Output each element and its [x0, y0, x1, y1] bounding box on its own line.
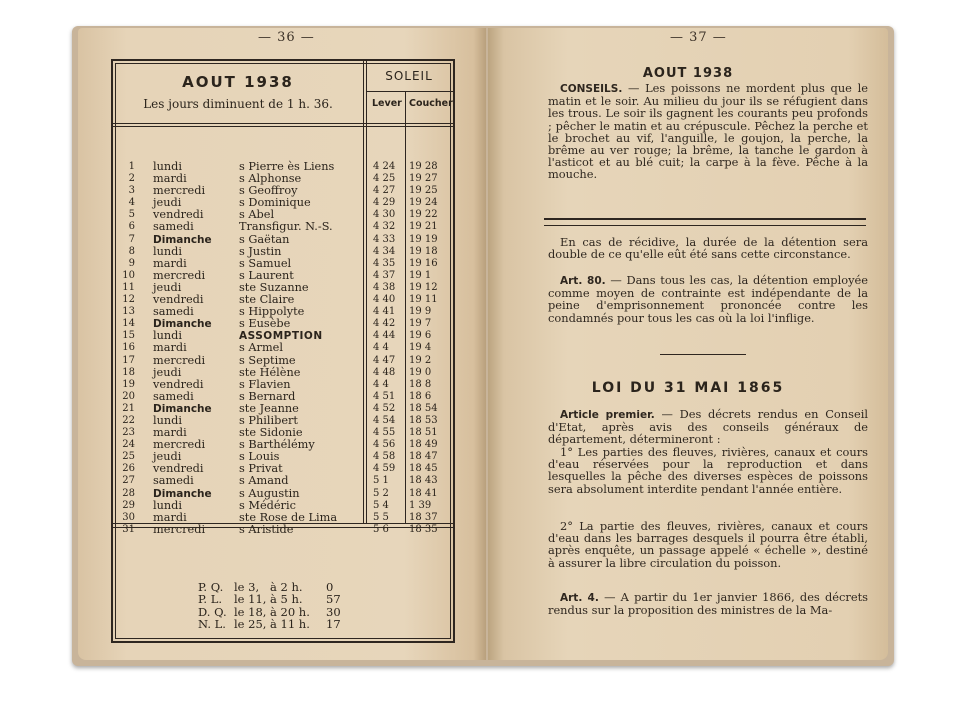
day-number: 31 — [122, 523, 135, 535]
saint-name: ste Sidonie — [239, 426, 303, 440]
weekday: mercredi — [153, 522, 206, 536]
phase-minutes: 0 — [326, 580, 334, 594]
saint-name: ste Jeanne — [239, 401, 299, 415]
weekday: mardi — [153, 256, 187, 270]
weekday: mercredi — [153, 184, 206, 198]
weekday: samedi — [153, 220, 194, 234]
sunrise-time: 5 4 — [373, 499, 389, 511]
phase-minutes: 17 — [326, 616, 341, 631]
sunset-time: 19 1 — [409, 269, 432, 281]
sunset-time: 19 6 — [409, 330, 432, 342]
day-number: 6 — [128, 221, 135, 233]
phase-minutes: 30 — [326, 604, 341, 619]
saint-name: s Amand — [239, 474, 289, 488]
saint-name: s Laurent — [239, 268, 294, 282]
sunrise-time: 4 4 — [373, 342, 389, 354]
conseils-text: — Les poissons ne mordent plus que le matin et le soir. Au milieu du jour ils se réfugient dans les trous. Le soir ils gagnent les courants peu profonds ; pêcher le matin et au crépuscule. Pêchez la perche et le brochet au vif, l'anguille, le goujon, la perche, la brême au ver rouge; la brême, la tanche le gardon à l'asticot et au blé cuit; la carpe à la fève. Pêche à la mouche. — [548, 81, 868, 182]
day-number: 2 — [128, 173, 135, 185]
day-number: 29 — [122, 499, 135, 511]
calendar-frame — [111, 59, 455, 643]
article1-paragraph — [548, 408, 868, 446]
day-number: 10 — [122, 269, 135, 281]
sunset-time: 18 45 — [409, 463, 438, 475]
day-number: 13 — [122, 306, 135, 318]
saint-name: Transfigur. N.-S. — [239, 220, 333, 234]
conseils-heading: CONSEILS. — [560, 83, 623, 95]
saint-name: s Geoffroy — [239, 184, 298, 198]
day-number: 18 — [122, 366, 135, 378]
day-number: 12 — [122, 294, 135, 306]
calendar-row — [113, 221, 453, 233]
sunrise-time: 4 58 — [373, 451, 396, 463]
sunrise-time: 4 32 — [373, 221, 396, 233]
weekday: mardi — [153, 510, 187, 524]
phase-hour: à 2 h. — [270, 580, 303, 594]
sunset-time: 19 27 — [409, 173, 438, 185]
calendar-row — [113, 379, 453, 391]
page-number: — 37 — — [670, 30, 727, 45]
calendar-row — [113, 512, 453, 524]
calendar-subtitle: Les jours diminuent de 1 h. 36. — [143, 97, 333, 111]
saint-name: s Flavien — [239, 377, 291, 391]
open-booklet — [72, 26, 894, 666]
sunrise-time: 4 56 — [373, 439, 396, 451]
sunrise-time: 4 24 — [373, 161, 396, 172]
sunset-time: 19 12 — [409, 281, 438, 293]
sunrise-time: 5 1 — [373, 475, 389, 487]
saint-name: s Abel — [239, 208, 275, 222]
day-number: 20 — [122, 390, 135, 402]
weekday: jeudi — [153, 450, 182, 464]
sunset-time: 19 9 — [409, 306, 432, 318]
page-title: AOUT 1938 — [642, 66, 734, 81]
sunrise-time: 5 5 — [373, 511, 389, 523]
sunset-time: 18 43 — [409, 475, 438, 487]
phase-label: P. L. — [198, 592, 223, 607]
item1-paragraph — [548, 446, 868, 495]
calendar-row — [113, 355, 453, 367]
article4-text: — A partir du 1er janvier 1866, des décrets rendus sur la proposition des ministres de la Ma- — [548, 590, 869, 618]
sunset-time: 19 22 — [409, 209, 438, 221]
sunrise-time: 4 51 — [373, 390, 396, 402]
day-number: 19 — [122, 378, 135, 390]
sunrise-time: 5 2 — [373, 487, 389, 499]
weekday: lundi — [153, 329, 183, 343]
saint-name: ste Hélène — [239, 365, 301, 379]
day-number: 21 — [122, 402, 135, 414]
art80-heading: Art. 80. — [560, 275, 606, 287]
conseils-paragraph — [548, 82, 868, 181]
sunset-time: 19 24 — [409, 197, 438, 209]
article4-paragraph — [548, 591, 868, 616]
sunset-time: 18 47 — [409, 451, 438, 463]
saint-name: s Justin — [239, 244, 282, 258]
day-number: 24 — [122, 439, 135, 451]
sunrise-time: 4 48 — [373, 366, 396, 378]
saint-name: s Pierre ès Liens — [239, 160, 335, 173]
saint-name: s Septime — [239, 353, 296, 367]
saint-name: s Louis — [239, 450, 280, 464]
sunset-time: 19 11 — [409, 294, 438, 306]
weekday: samedi — [153, 389, 194, 403]
day-number: 15 — [122, 330, 135, 342]
sunrise-time: 4 35 — [373, 257, 396, 269]
weekday: mercredi — [153, 438, 206, 452]
saint-name: s Augustin — [239, 486, 300, 500]
day-number: 26 — [122, 463, 135, 475]
sunset-time: 19 7 — [409, 318, 432, 330]
saint-name: s Dominique — [239, 196, 311, 210]
phase-hour: à 20 h. — [270, 604, 310, 619]
sunrise-time: 4 55 — [373, 427, 396, 439]
day-number: 9 — [128, 257, 135, 269]
saint-name: s Eusèbe — [239, 317, 291, 331]
weekday: vendredi — [153, 377, 204, 391]
day-number: 22 — [122, 414, 135, 426]
sunset-time: 1 39 — [409, 499, 432, 511]
phase-minutes: 57 — [326, 592, 341, 607]
saint-name: s Aristide — [239, 522, 294, 536]
phase-date: le 3, — [234, 580, 260, 594]
sunset-time: 19 0 — [409, 366, 432, 378]
section-divider — [660, 354, 746, 355]
phase-label: P. Q. — [198, 580, 224, 594]
weekday: lundi — [153, 244, 183, 258]
sunrise-time: 4 37 — [373, 269, 396, 281]
sunrise-time: 4 44 — [373, 330, 396, 342]
soleil-header: SOLEIL — [385, 69, 433, 83]
saint-name: s Privat — [239, 462, 283, 476]
calendar-row — [113, 500, 453, 512]
weekday: lundi — [153, 413, 183, 427]
saint-name: s Gaëtan — [239, 232, 290, 246]
article1-heading: Article premier. — [560, 409, 655, 421]
phase-hour: à 11 h. — [270, 616, 310, 631]
sunrise-time: 4 33 — [373, 233, 396, 245]
saint-name: s Samuel — [239, 256, 292, 270]
weekday: samedi — [153, 305, 194, 319]
saint-name: s Médéric — [239, 498, 296, 512]
saint-name: ste Claire — [239, 293, 295, 307]
sunset-time: 19 21 — [409, 221, 438, 233]
day-number: 5 — [128, 209, 135, 221]
calendar-rows — [113, 161, 453, 536]
recidive-text: En cas de récidive, la durée de la détention sera double de ce qu'elle eût été sans cette circonstance. — [548, 235, 868, 262]
saint-name: s Alphonse — [239, 172, 302, 186]
day-number: 25 — [122, 451, 135, 463]
sunset-time: 19 2 — [409, 354, 432, 366]
sunrise-time: 4 25 — [373, 173, 396, 185]
saint-name: ASSOMPTION — [239, 330, 323, 343]
day-number: 14 — [122, 318, 135, 330]
weekday: Dimanche — [153, 402, 212, 415]
sunset-time: 18 41 — [409, 487, 438, 499]
header-divider — [113, 126, 453, 127]
sunrise-time: 4 34 — [373, 245, 396, 257]
sunset-time: 18 51 — [409, 427, 438, 439]
calendar-row — [113, 367, 453, 379]
sunrise-time: 4 41 — [373, 306, 396, 318]
saint-name: s Philibert — [239, 413, 298, 427]
recidive-paragraph — [548, 236, 868, 260]
day-number: 27 — [122, 475, 135, 487]
sunset-time: 18 53 — [409, 414, 438, 426]
phase-date: le 11, — [234, 592, 267, 607]
day-number: 4 — [128, 197, 135, 209]
phase-hour: à 5 h. — [270, 592, 303, 607]
saint-name: s Bernard — [239, 389, 296, 403]
sunset-time: 18 35 — [409, 523, 438, 535]
phase-label: D. Q. — [198, 604, 227, 619]
weekday: mardi — [153, 426, 187, 440]
weekday: vendredi — [153, 293, 204, 307]
sunrise-time: 4 38 — [373, 281, 396, 293]
day-number: 23 — [122, 427, 135, 439]
sunset-time: 19 16 — [409, 257, 438, 269]
law-title: LOI DU 31 MAI 1865 — [591, 380, 785, 396]
item1-text: 1° Les parties des fleuves, rivières, canaux et cours d'eau réservées pour la reproduction et dans lesquelles la pêche des diverses espèces de poissons sera absolument interdite pendant l'année entière. — [548, 445, 868, 496]
art80-paragraph — [548, 274, 868, 324]
weekday: samedi — [153, 474, 194, 488]
item2-text: 2° La partie des fleuves, rivières, canaux et cours d'eau dans les barrages desquels il pourra être établi, après enquête, un passage appelé « échelle », destiné à assurer la libre circulation du poisson. — [548, 519, 868, 570]
weekday: mardi — [153, 341, 187, 355]
lever-header: Lever — [372, 98, 402, 109]
saint-name: ste Rose de Lima — [239, 510, 338, 524]
day-number: 16 — [122, 342, 135, 354]
calendar-row — [113, 475, 453, 487]
sunset-time: 19 4 — [409, 342, 432, 354]
day-number: 11 — [122, 281, 135, 293]
sunrise-time: 4 40 — [373, 294, 396, 306]
sunrise-time: 4 54 — [373, 414, 396, 426]
sunset-time: 18 8 — [409, 378, 432, 390]
header-divider — [366, 91, 453, 92]
sunset-time: 19 25 — [409, 185, 438, 197]
sunset-time: 18 54 — [409, 402, 438, 414]
day-number: 3 — [128, 185, 135, 197]
calendar-row — [113, 488, 453, 500]
weekday: jeudi — [153, 196, 182, 210]
item2-paragraph — [548, 520, 868, 569]
sunrise-time: 4 52 — [373, 402, 396, 414]
weekday: mercredi — [153, 353, 206, 367]
day-number: 17 — [122, 354, 135, 366]
weekday: lundi — [153, 160, 183, 173]
weekday: jeudi — [153, 365, 182, 379]
coucher-header: Coucher — [409, 98, 453, 109]
day-number: 1 — [128, 161, 135, 172]
page-number: — 36 — — [258, 30, 315, 45]
sunrise-time: 4 29 — [373, 197, 396, 209]
day-number: 8 — [128, 245, 135, 257]
weekday: lundi — [153, 498, 183, 512]
saint-name: s Barthélémy — [239, 438, 315, 452]
calendar-title: AOUT 1938 — [182, 73, 294, 91]
saint-name: s Hippolyte — [239, 305, 305, 319]
right-page — [488, 28, 888, 660]
weekday: mercredi — [153, 268, 206, 282]
sunset-time: 18 37 — [409, 511, 438, 523]
header-divider — [113, 123, 453, 124]
sunrise-time: 4 30 — [373, 209, 396, 221]
weekday: mardi — [153, 172, 187, 186]
calendar-row — [113, 342, 453, 354]
sunrise-time: 4 47 — [373, 354, 396, 366]
sunset-time: 19 28 — [409, 161, 438, 172]
left-page — [78, 28, 486, 660]
weekday: vendredi — [153, 462, 204, 476]
sunrise-time: 4 42 — [373, 318, 396, 330]
weekday: Dimanche — [153, 233, 212, 246]
day-number: 30 — [122, 511, 135, 523]
article4-heading: Art. 4. — [560, 592, 599, 604]
sunrise-time: 4 59 — [373, 463, 396, 475]
sunset-time: 18 6 — [409, 390, 432, 402]
section-divider — [544, 218, 866, 226]
sunrise-time: 4 27 — [373, 185, 396, 197]
sunset-time: 19 18 — [409, 245, 438, 257]
art80-text: — Dans tous les cas, la détention employée comme moyen de contrainte est indépendante de la peine d'emprisonnement prononcée contre les condamnés pour tous les cas où la loi l'inflige. — [548, 273, 868, 325]
saint-name: s Armel — [239, 341, 283, 355]
saint-name: ste Suzanne — [239, 280, 309, 294]
article1-text: — Des décrets rendus en Conseil d'Etat, après avis des conseils généraux de département, détermineront : — [548, 407, 868, 447]
sunrise-time: 4 4 — [373, 378, 389, 390]
sunset-time: 19 19 — [409, 233, 438, 245]
phase-label: N. L. — [198, 616, 226, 631]
day-number: 28 — [122, 487, 135, 499]
weekday: vendredi — [153, 208, 204, 222]
weekday: Dimanche — [153, 487, 212, 500]
calendar-row — [113, 234, 453, 246]
phase-date: le 18, — [234, 604, 267, 619]
weekday: jeudi — [153, 280, 182, 294]
sunset-time: 18 49 — [409, 439, 438, 451]
phase-date: le 25, — [234, 616, 267, 631]
sunrise-time: 5 6 — [373, 523, 389, 535]
weekday: Dimanche — [153, 318, 212, 331]
calendar-row — [113, 524, 453, 536]
calendar-row — [113, 246, 453, 258]
day-number: 7 — [128, 233, 135, 245]
